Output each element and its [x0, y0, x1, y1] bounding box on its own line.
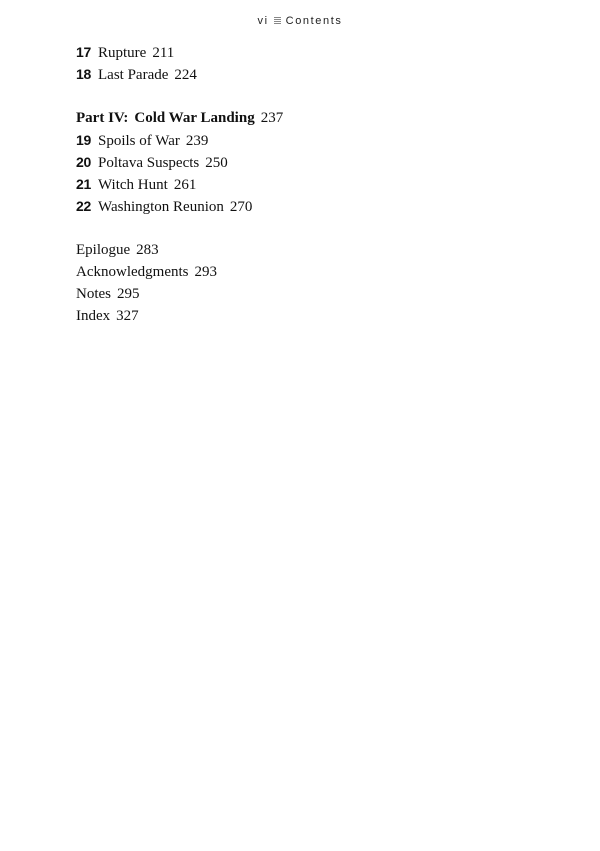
page-number: 295: [117, 286, 140, 302]
toc-back-matter-entry: [76, 239, 556, 261]
back-matter-title: Notes: [76, 286, 111, 302]
chapter-number: 19: [76, 132, 91, 148]
toc-entry: [76, 63, 556, 85]
page-number: 261: [173, 177, 197, 193]
chapter-number: 17: [76, 44, 91, 60]
table-of-contents: [76, 41, 556, 327]
chapter-title: Spoils of War: [98, 133, 180, 149]
page-number: 237: [260, 110, 284, 126]
page-number: 283: [136, 242, 159, 258]
back-matter-title: Acknowledgments: [76, 264, 189, 280]
running-head: [0, 13, 600, 29]
spacer: [76, 217, 556, 239]
page-number: 270: [229, 199, 253, 215]
toc-entry: [76, 195, 556, 217]
back-matter-title: Epilogue: [76, 242, 131, 258]
toc-back-matter-entry: [76, 283, 556, 305]
toc-entry: [76, 151, 556, 173]
chapter-number: 22: [76, 198, 91, 214]
chapter-number: 20: [76, 154, 91, 170]
page-number: 211: [152, 45, 175, 61]
toc-back-matter-entry: [76, 261, 556, 283]
running-head-section: Contents: [285, 15, 343, 27]
toc-part-heading: [76, 107, 556, 129]
chapter-number: 18: [76, 66, 91, 82]
toc-entry: [76, 129, 556, 151]
chapter-title: Rupture: [98, 45, 147, 61]
part-title: Cold War Landing: [134, 110, 255, 126]
page-number: 224: [174, 67, 197, 83]
part-label: Part IV:: [76, 110, 129, 126]
page-number: 293: [194, 264, 217, 280]
chapter-title: Washington Reunion: [98, 199, 224, 215]
back-matter-title: Index: [76, 308, 111, 324]
page-number: 327: [116, 308, 139, 324]
toc-entry: [76, 41, 556, 63]
chapter-title: Poltava Suspects: [98, 155, 200, 171]
page-number: 250: [205, 155, 228, 171]
chapter-title: Last Parade: [98, 67, 169, 83]
folio: vi: [257, 15, 269, 27]
separator-square-icon: [274, 17, 281, 24]
page-number: 239: [185, 133, 209, 149]
spacer: [76, 85, 556, 107]
chapter-number: 21: [76, 176, 91, 192]
toc-entry: [76, 173, 556, 195]
toc-back-matter-entry: [76, 305, 556, 327]
chapter-title: Witch Hunt: [98, 177, 168, 193]
